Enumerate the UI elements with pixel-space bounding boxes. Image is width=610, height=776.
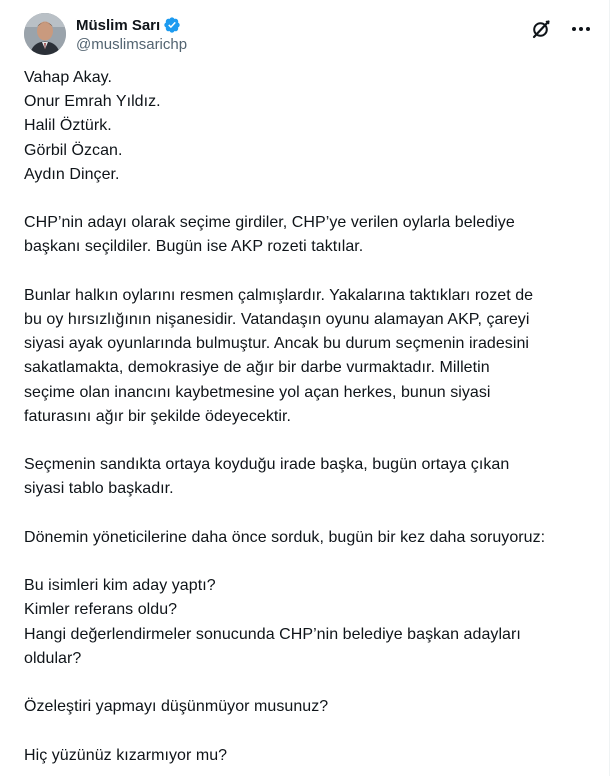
tweet-text-line: Vahap Akay. <box>24 69 113 86</box>
tweet-text-line: Özeleştiri yapmayı düşünmüyor musunuz? <box>24 698 329 716</box>
blank-line <box>24 429 596 453</box>
tweet-text-line: oldular? <box>24 649 82 667</box>
tweet-text-line: bu oy hırsızlığının nişanesidir. Vatandaşın oyunu alamayan AKP, çareyi <box>24 311 530 328</box>
tweet-text-line: Seçmenin sandıkta ortaya koyduğu irade başka, bugün ortaya çıkan <box>24 456 510 474</box>
tweet-text-line: Dönemin yöneticilerine daha önce sorduk, bugün bir kez daha soruyoruz: <box>24 528 546 546</box>
tweet-text <box>24 66 596 768</box>
blank-line <box>24 719 596 743</box>
tweet-text-line: Onur Emrah Yıldız. <box>24 93 161 111</box>
tweet-text-line: sakatlamakta, demokrasiye de ağır bir darbe vurmaktadır. Milletin <box>24 359 490 377</box>
blank-line <box>24 550 596 574</box>
blank-line <box>24 187 596 211</box>
tweet-text-line: Halil Öztürk. <box>24 117 112 135</box>
tweet-text-line: Hiç yüzünüz kızarmıyor mu? <box>24 746 228 764</box>
tweet-text-line: başkanı seçildiler. Bugün ise AKP rozeti taktılar. <box>24 238 364 256</box>
tweet-text-line: Aydın Dinçer. <box>24 165 120 183</box>
tweet-text-line: seçime olan inancını kaybetmesine yol açan herkes, bunun siyasi <box>24 383 491 401</box>
tweet-text-line: Bu isimleri kim aday yaptı? <box>24 577 216 595</box>
grok-icon[interactable] <box>529 17 553 41</box>
tweet-text-line: siyasi tablo başkadır. <box>24 480 174 498</box>
blank-line <box>24 502 596 526</box>
author-handle[interactable]: @muslimsarichp <box>76 36 188 53</box>
verified-badge-icon <box>163 16 181 34</box>
avatar-image <box>24 13 66 55</box>
name-row <box>76 15 187 35</box>
tweet-header <box>24 13 593 57</box>
tweet-text-line: Görbil Özcan. <box>24 141 123 159</box>
tweet-text-line: Kimler referans oldu? <box>24 601 178 619</box>
more-horizontal-icon[interactable] <box>569 17 593 41</box>
blank-line <box>24 260 596 284</box>
blank-line <box>24 671 596 695</box>
author-display-name[interactable]: Müslim Sarı <box>76 16 161 34</box>
tweet-text-line: siyasi ayak oyunlarında bulmuştur. Ancak bu durum seçmenin iradesini <box>24 335 529 353</box>
tweet-text-line: Bunlar halkın oylarını resmen çalmışlardır. Yakalarına taktıkları rozet de <box>24 286 534 304</box>
tweet-text-line: faturasını ağır bir şekilde ödeyecektir. <box>24 407 292 425</box>
author-names <box>76 15 187 53</box>
tweet-text-line: CHP’nin adayı olarak seçime girdiler, CHP’ye verilen oylarla belediye <box>24 214 515 232</box>
avatar[interactable] <box>24 13 66 55</box>
tweet-text-line: Hangi değerlendirmeler sonucunda CHP’nin belediye başkan adayları <box>24 625 521 643</box>
